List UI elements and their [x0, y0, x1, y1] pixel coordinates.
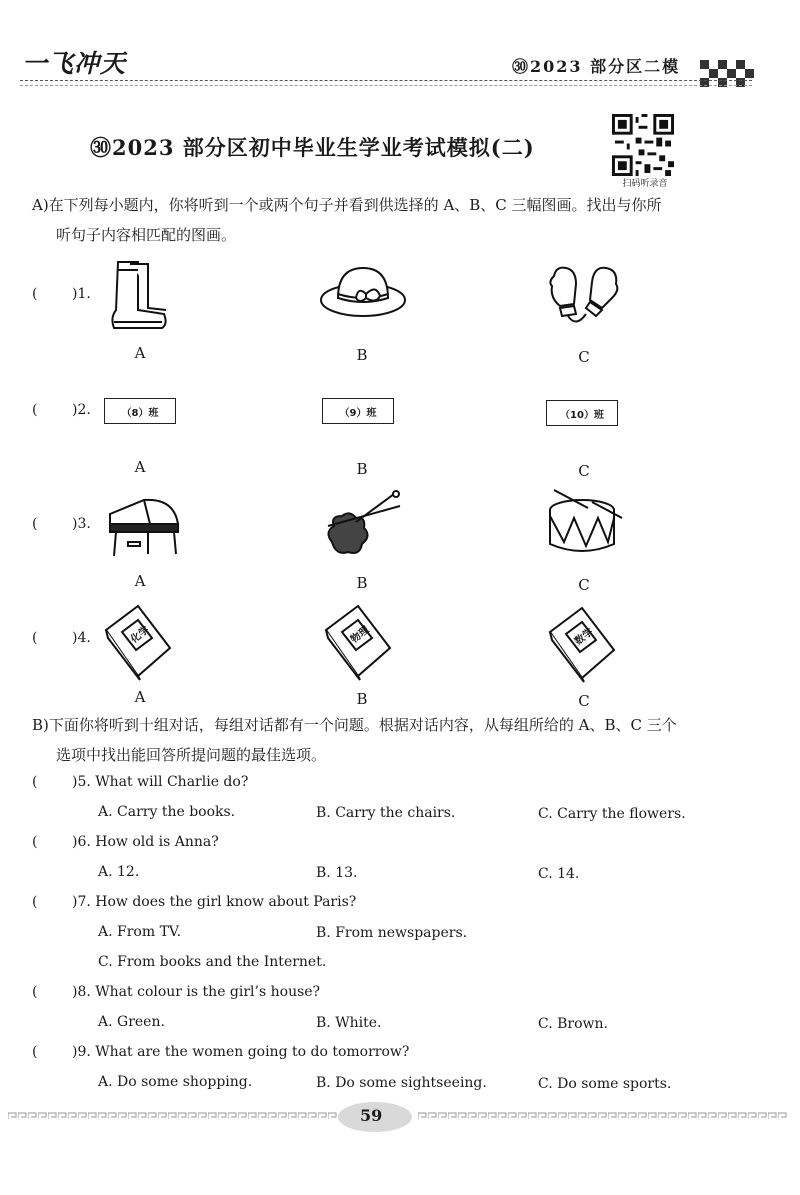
- answer-paren[interactable]: (: [32, 630, 38, 646]
- option-b: B. Carry the chairs.: [316, 805, 456, 821]
- answer-paren[interactable]: (: [32, 834, 38, 850]
- option-label-c: C: [578, 576, 590, 594]
- book-math: [544, 604, 620, 684]
- option-label-a: A: [134, 688, 146, 706]
- book-physics: [320, 602, 396, 682]
- qr-caption: 扫码听录音: [622, 179, 668, 189]
- option-label-a: A: [134, 572, 146, 590]
- book-chemistry: [100, 602, 176, 682]
- page-number: 59: [360, 1106, 383, 1125]
- boots-icon: [104, 258, 170, 334]
- question-stem: )9. What are the women going to do tomorrow?: [72, 1044, 410, 1060]
- option-c: C. 14.: [538, 866, 580, 882]
- answer-paren[interactable]: (: [32, 774, 38, 790]
- brand-logo: 一飞冲天: [22, 49, 127, 78]
- question-stem: )5. What will Charlie do?: [72, 774, 249, 790]
- option-c: C. From books and the Internet.: [98, 954, 327, 970]
- header-divider: [20, 80, 752, 81]
- section-a-instruction-line1: A)在下列每小题内，你将听到一个或两个句子并看到供选择的 A、B、C 三幅图画。找出与你所: [32, 196, 662, 214]
- gloves-icon: [546, 262, 622, 332]
- hat-icon: [318, 262, 408, 320]
- answer-paren[interactable]: (: [32, 402, 38, 418]
- header-exam-label: ㉚2023 部分区二模: [512, 57, 681, 76]
- answer-paren[interactable]: (: [32, 1044, 38, 1060]
- option-a: A. Carry the books.: [98, 804, 236, 820]
- question-number: )4.: [72, 630, 91, 646]
- section-b-instruction-line2: 选项中找出能回答所提问题的最佳选项。: [56, 746, 327, 764]
- drum-icon: [544, 488, 624, 560]
- answer-paren[interactable]: (: [32, 984, 38, 1000]
- header-checker-decoration: [700, 60, 752, 86]
- option-label-b: B: [356, 346, 368, 364]
- answer-paren[interactable]: (: [32, 286, 38, 302]
- option-label-b: B: [356, 460, 368, 478]
- option-label-c: C: [578, 462, 590, 480]
- option-label-a: A: [134, 458, 146, 476]
- option-b: B. White.: [316, 1015, 382, 1031]
- qr-code-icon[interactable]: [612, 114, 674, 176]
- option-c: C. Brown.: [538, 1016, 608, 1032]
- option-c: C. Do some sports.: [538, 1076, 672, 1092]
- page-title: ㉚2023 部分区初中毕业生学业考试模拟(二): [90, 135, 535, 160]
- option-a: A. Do some shopping.: [98, 1074, 253, 1090]
- violin-icon: [320, 486, 406, 560]
- class-sign-10: （10）班: [546, 400, 618, 426]
- class-sign-9: （9）班: [322, 398, 394, 424]
- option-label-b: B: [356, 574, 368, 592]
- question-number: )1.: [72, 286, 91, 302]
- option-b: B. 13.: [316, 865, 358, 881]
- header-divider-secondary: [20, 85, 752, 86]
- book-title: 化学: [128, 624, 152, 646]
- section-a-instruction-line2: 听句子内容相匹配的图画。: [56, 226, 237, 244]
- answer-paren[interactable]: (: [32, 894, 38, 910]
- piano-icon: [104, 494, 182, 560]
- option-c: C. Carry the flowers.: [538, 806, 686, 822]
- section-b-instruction-line1: B)下面你将听到十组对话，每组对话都有一个问题。根据对话内容，从每组所给的 A、B、C 三个: [32, 716, 677, 734]
- book-title: 物理: [348, 624, 372, 646]
- question-stem: )6. How old is Anna?: [72, 834, 219, 850]
- book-title: 数学: [572, 626, 596, 648]
- question-number: )2.: [72, 402, 91, 418]
- footer-border-right: [418, 1112, 788, 1120]
- question-stem: )7. How does the girl know about Paris?: [72, 894, 357, 910]
- option-a: A. 12.: [98, 864, 140, 880]
- question-stem: )8. What colour is the girl’s house?: [72, 984, 321, 1000]
- option-label-c: C: [578, 348, 590, 366]
- option-label-c: C: [578, 692, 590, 710]
- option-label-a: A: [134, 344, 146, 362]
- footer-border-left: [8, 1112, 338, 1120]
- option-label-b: B: [356, 690, 368, 708]
- answer-paren[interactable]: (: [32, 516, 38, 532]
- option-b: B. From newspapers.: [316, 925, 468, 941]
- question-number: )3.: [72, 516, 91, 532]
- option-a: A. Green.: [98, 1014, 165, 1030]
- option-a: A. From TV.: [98, 924, 182, 940]
- class-sign-8: （8）班: [104, 398, 176, 424]
- option-b: B. Do some sightseeing.: [316, 1075, 487, 1091]
